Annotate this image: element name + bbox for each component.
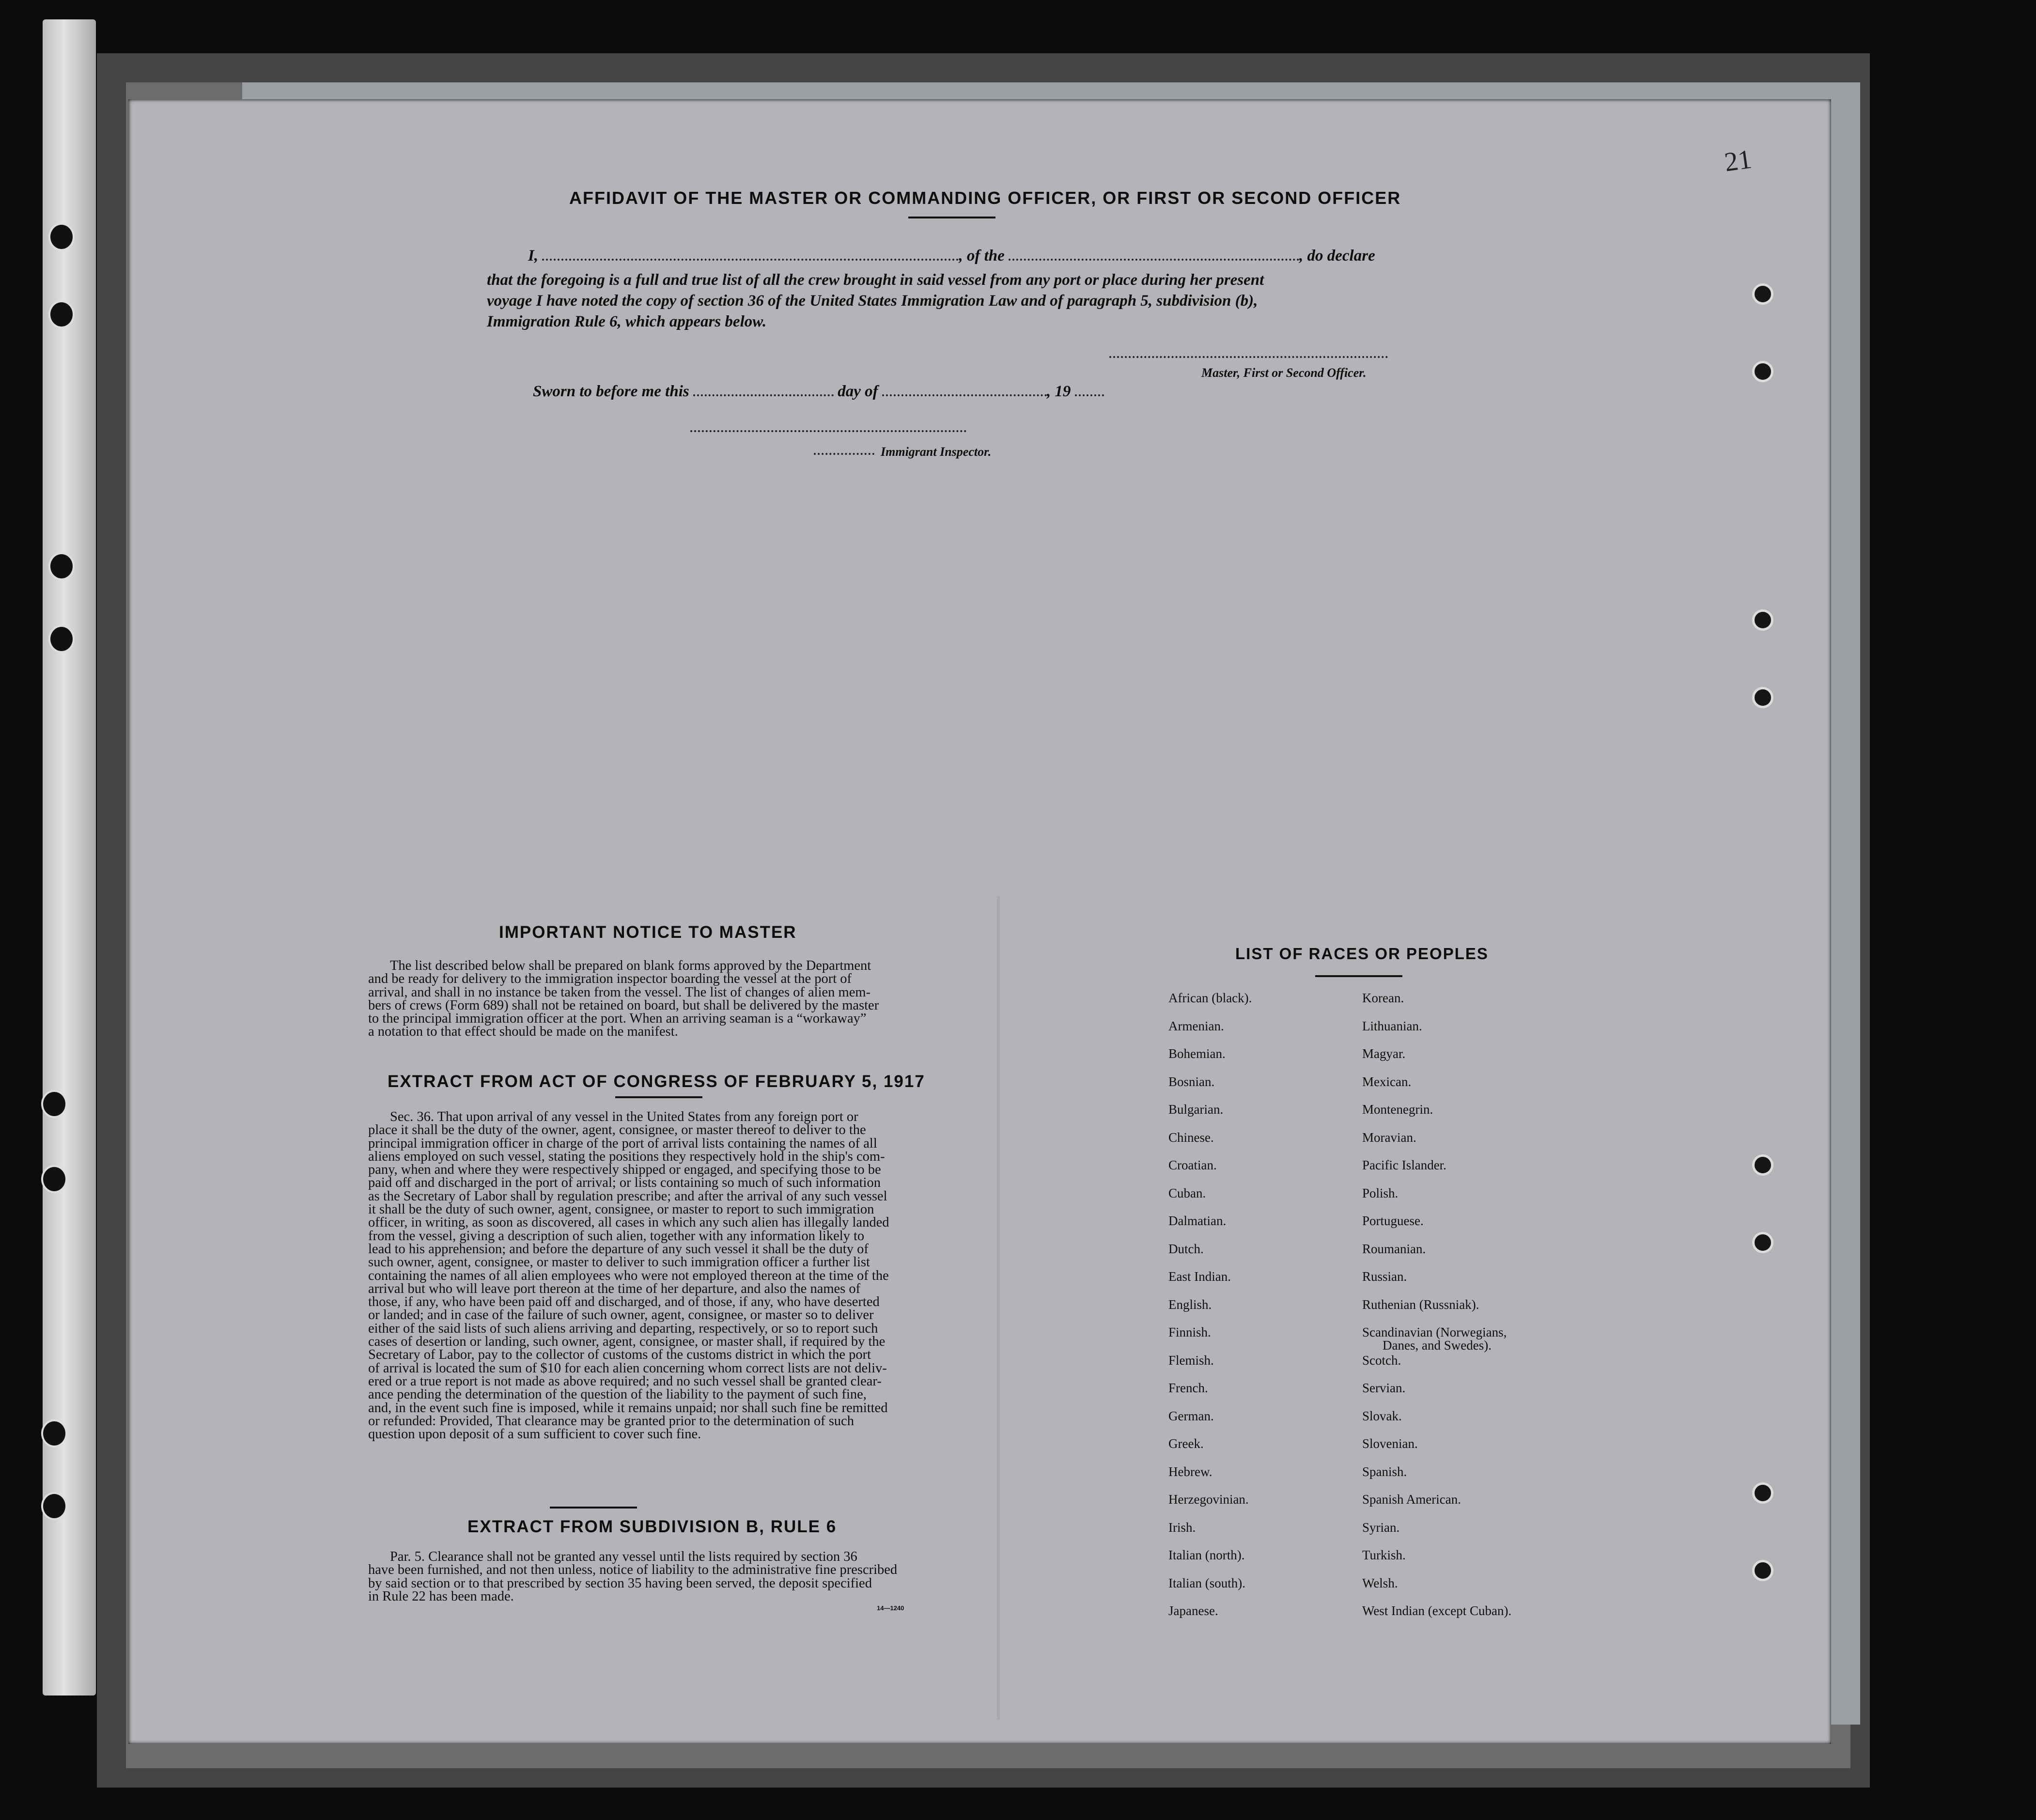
notice-title: IMPORTANT NOTICE TO MASTER	[499, 923, 797, 942]
punch-hole-icon	[1752, 361, 1773, 382]
notice-line: The list described below shall be prepared on blank forms approved by the Department	[390, 958, 871, 973]
race-item: African (black).	[1168, 991, 1252, 1005]
act-line: ered or a true report is not made as above required; and no such vessel shall be granted clear-	[368, 1373, 882, 1389]
act-rule	[615, 1096, 702, 1098]
rule-line: in Rule 22 has been made.	[368, 1588, 514, 1604]
race-item: Spanish American.	[1362, 1492, 1461, 1507]
race-item: Irish.	[1168, 1520, 1196, 1535]
notice-text	[368, 959, 923, 1039]
of-the-label: , of the	[959, 247, 1005, 264]
act-line: or refunded: Provided, That clearance may be granted prior to the determination of such	[368, 1413, 854, 1429]
race-item: Lithuanian.	[1362, 1018, 1422, 1033]
race-item: Finnish.	[1168, 1325, 1211, 1339]
rule-top-rule	[550, 1507, 637, 1509]
act-line: officer, in writing, as soon as discovered, all cases in which any such alien has illegally landed	[368, 1215, 889, 1230]
race-item: Magyar.	[1362, 1046, 1406, 1061]
intro-i: I,	[528, 247, 539, 264]
notice-line: to the principal immigration officer at the port. When an arriving seaman is a “workaway”	[368, 1011, 867, 1027]
race-item: Dutch.	[1168, 1241, 1204, 1256]
year-prefix: , 19	[1046, 383, 1071, 400]
race-item: Russian.	[1362, 1269, 1407, 1284]
race-item: Ruthenian (Russniak).	[1362, 1297, 1479, 1312]
binder-hole-icon	[48, 625, 75, 653]
act-line: as the Secretary of Labor shall by regulation prescribe; and after the arrival of any such vessel	[368, 1188, 887, 1204]
race-item: West Indian (except Cuban).	[1362, 1603, 1512, 1618]
affidavit-line-4: Immigration Rule 6, which appears below.	[487, 313, 767, 330]
notice-line: arrival, and shall in no instance be taken from the vessel. The list of changes of alien mem-	[368, 984, 871, 1000]
race-item: Italian (south).	[1168, 1575, 1245, 1590]
race-item: Portuguese.	[1362, 1213, 1424, 1228]
notice-line: a notation to that effect should be made on the manifest.	[368, 1024, 678, 1040]
race-item: Bulgarian.	[1168, 1102, 1224, 1117]
act-line: arrival but who will leave port thereon at the time of her departure, and also the names of	[368, 1281, 861, 1296]
binder-hole-icon	[48, 223, 75, 251]
race-item: Armenian.	[1168, 1018, 1224, 1033]
corner-mark: 21	[1722, 144, 1754, 178]
do-declare-label: , do declare	[1299, 247, 1375, 264]
race-item: Syrian.	[1362, 1520, 1400, 1535]
race-item: Roumanian.	[1362, 1241, 1426, 1256]
act-line: and, in the event such fine is imposed, while it remains unpaid; nor shall such fine be remitted	[368, 1400, 888, 1416]
act-line: Secretary of Labor, pay to the collector of customs of the customs district in which the port	[368, 1347, 871, 1363]
race-item: Dalmatian.	[1168, 1213, 1227, 1228]
act-line: of arrival is located the sum of $10 for each alien concerning whom correct lists are not deliv-	[368, 1360, 887, 1376]
act-line: those, if any, who have been paid off and discharged, and of those, if any, who have deserted	[368, 1294, 880, 1310]
race-item: Herzegovinian.	[1168, 1492, 1249, 1507]
binder-hole-icon	[41, 1165, 67, 1193]
signature-caption: Master, First or Second Officer.	[1201, 366, 1367, 380]
act-line: containing the names of all alien employees who were not employed thereon at the time of the	[368, 1268, 889, 1283]
binder-hole-icon	[48, 552, 75, 580]
title-rule	[908, 217, 995, 218]
race-item: Flemish.	[1168, 1353, 1214, 1368]
race-item: Moravian.	[1362, 1130, 1416, 1145]
race-item: French.	[1168, 1381, 1208, 1395]
race-item: Chinese.	[1168, 1130, 1214, 1145]
affidavit-line-2: that the foregoing is a full and true list of all the crew brought in said vessel from any port or place during her present	[487, 271, 1264, 289]
race-item: English.	[1168, 1297, 1212, 1312]
inspector-caption: Immigrant Inspector.	[881, 445, 992, 459]
day-of-label: day of	[838, 383, 878, 400]
rule-title: EXTRACT FROM SUBDIVISION B, RULE 6	[467, 1517, 837, 1536]
binder-hole-icon	[41, 1419, 67, 1447]
document-page	[128, 99, 1831, 1744]
race-item: German.	[1168, 1408, 1214, 1423]
punch-hole-icon	[1752, 687, 1773, 708]
notice-line: and be ready for delivery to the immigration inspector boarding the vessel at the port of	[368, 971, 852, 987]
form-number: 14—1240	[877, 1604, 904, 1612]
sworn-day-field[interactable]	[693, 394, 834, 396]
race-item: Scandinavian (Norwegians,	[1362, 1325, 1507, 1339]
race-item: Turkish.	[1362, 1548, 1406, 1562]
race-item-continuation: Danes, and Swedes).	[1383, 1338, 1492, 1353]
sworn-line	[533, 383, 1104, 401]
race-item: Spanish.	[1362, 1464, 1407, 1479]
act-line: cases of desertion or landing, such owner, agent, consignee, or master shall, if required by the	[368, 1334, 886, 1350]
rule-line: Par. 5. Clearance shall not be granted any vessel until the lists required by section 36	[390, 1549, 857, 1564]
rule-text	[368, 1550, 923, 1603]
races-rule	[1315, 975, 1402, 977]
race-item: Pacific Islander.	[1362, 1158, 1446, 1172]
punch-hole-icon	[1752, 1154, 1773, 1176]
binder-hole-icon	[41, 1090, 67, 1118]
race-item: Slovak.	[1362, 1408, 1402, 1423]
act-line: such owner, agent, consignee, or master to deliver to such immigration officer a further list	[368, 1255, 870, 1270]
race-item: Scotch.	[1362, 1353, 1401, 1368]
act-line: principal immigration officer in charge of the port of arrival lists containing the names of all	[368, 1136, 877, 1151]
race-item: Italian (north).	[1168, 1548, 1245, 1562]
race-item: Mexican.	[1362, 1074, 1412, 1089]
race-item: Montenegrin.	[1362, 1102, 1433, 1117]
race-item: Croatian.	[1168, 1158, 1217, 1172]
act-line: Sec. 36. That upon arrival of any vessel in the United States from any foreign port or	[390, 1109, 858, 1124]
act-title: EXTRACT FROM ACT OF CONGRESS OF FEBRUARY 5, 1917	[388, 1072, 925, 1091]
punch-hole-icon	[1752, 1482, 1773, 1504]
race-item: Cuban.	[1168, 1185, 1206, 1200]
act-line: either of the said lists of such aliens arriving and departing, respectively, or so to report such	[368, 1321, 878, 1336]
sworn-label: Sworn to before me this	[533, 383, 689, 400]
punch-hole-icon	[1752, 1560, 1773, 1581]
act-line: lead to his apprehension; and before the departure of any such vessel it shall be the duty of	[368, 1241, 869, 1257]
act-line: ance pending the determination of the question of the liability to the payment of such fine,	[368, 1387, 867, 1402]
inspector-prefix-field[interactable]	[814, 453, 874, 455]
binder-hole-icon	[48, 300, 75, 328]
binder-hole-icon	[41, 1492, 67, 1520]
rule-line: by said section or to that prescribed by section 35 having been served, the deposit specified	[368, 1575, 872, 1591]
page-fold	[997, 896, 1000, 1720]
vessel-blank-field[interactable]	[1009, 259, 1299, 261]
act-line: pany, when and where they were respectively shipped or engaged, and specifying those to be	[368, 1162, 881, 1178]
races-title: LIST OF RACES OR PEOPLES	[1235, 945, 1489, 963]
inspector-signature-field[interactable]	[690, 430, 966, 432]
affidavit-title: AFFIDAVIT OF THE MASTER OR COMMANDING OFFICER, OR FIRST OR SECOND OFFICER	[569, 188, 1401, 208]
race-item: Bosnian.	[1168, 1074, 1215, 1089]
act-line: from the vessel, giving a description of such alien, together with any information likely to	[368, 1228, 865, 1244]
affidavit-line-3: voyage I have noted the copy of section 36 of the United States Immigration Law and of paragraph 5, subdivision (b),	[487, 292, 1258, 310]
race-item: Welsh.	[1362, 1575, 1398, 1590]
race-item: East Indian.	[1168, 1269, 1231, 1284]
sworn-month-field[interactable]	[882, 394, 1047, 396]
act-line: or landed; and in case of the failure of such owner, agent, consignee, or master so to deliver	[368, 1307, 874, 1323]
notice-line: bers of crews (Form 689) shall not be retained on board, but shall be delivered by the master	[368, 997, 879, 1013]
sworn-year-field[interactable]	[1075, 394, 1104, 396]
race-item: Japanese.	[1168, 1603, 1218, 1618]
race-item: Bohemian.	[1168, 1046, 1226, 1061]
affidavit-line-1	[528, 247, 1375, 265]
act-line: question upon deposit of a sum sufficient to cover such fine.	[368, 1427, 701, 1442]
race-item: Servian.	[1362, 1381, 1406, 1395]
race-item: Slovenian.	[1362, 1436, 1418, 1451]
act-line: paid off and discharged in the port of arrival; or lists containing so much of such information	[368, 1175, 881, 1191]
punch-hole-icon	[1752, 1232, 1773, 1253]
act-line: aliens employed on such vessel, stating the positions they respectively hold in the ship's com-	[368, 1149, 885, 1164]
punch-hole-icon	[1752, 283, 1773, 305]
race-item: Hebrew.	[1168, 1464, 1212, 1479]
act-text	[368, 1110, 923, 1441]
rule-line: have been furnished, and not then unless, notice of liability to the administrative fine prescribed	[368, 1562, 898, 1578]
act-line: place it shall be the duty of the owner, agent, consignee, or master thereof to deliver to the	[368, 1122, 866, 1138]
race-item: Polish.	[1362, 1185, 1399, 1200]
signature-blank-field[interactable]	[1109, 356, 1388, 358]
act-line: it shall be the duty of such owner, agent, consignee, or master to report to such immigration	[368, 1202, 874, 1217]
punch-hole-icon	[1752, 609, 1773, 631]
race-item: Greek.	[1168, 1436, 1204, 1451]
name-blank-field[interactable]	[542, 259, 959, 261]
race-item: Korean.	[1362, 991, 1404, 1005]
